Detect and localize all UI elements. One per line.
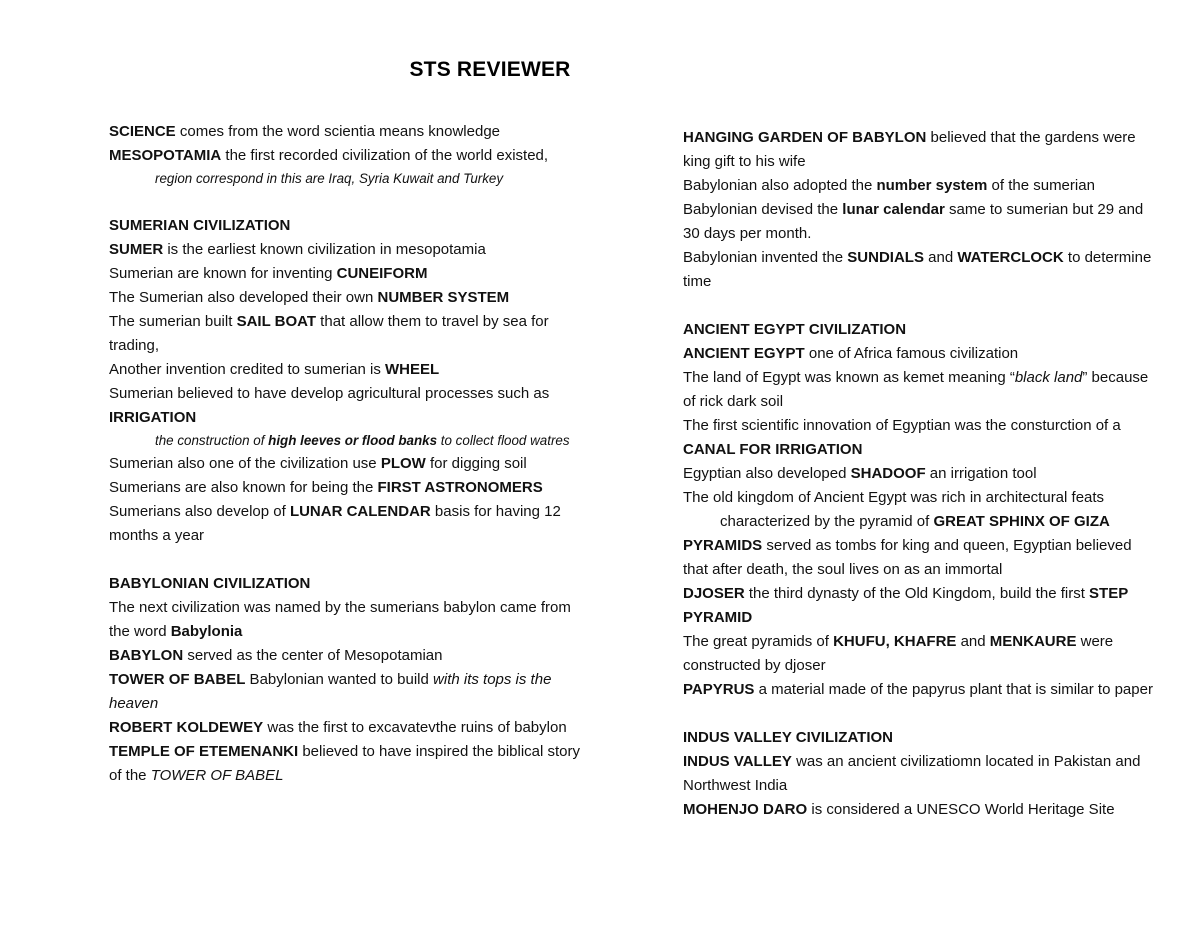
etemenanki-entry: TEMPLE OF ETEMENANKI believed to have inspired the biblical story of the TOWER OF BABEL [109,743,581,784]
left-column [109,120,584,788]
canal-entry: The first scientific innovation of Egyptian was the consturction of a CANAL FOR IRRIGATION [683,417,1121,458]
indus-valley-entry: INDUS VALLEY was an ancient civilizatiomn located in Pakistan and Northwest India [683,753,1141,794]
right-column [683,126,1155,822]
hanging-garden-entry: HANGING GARDEN OF BABYLON believed that the gardens were king gift to his wife [683,129,1136,170]
wheel-entry: Another invention credited to sumerian is WHEEL [109,361,440,378]
babylon-entry: BABYLON served as the center of Mesopotamian [109,647,443,664]
irrigation-entry: Sumerian believed to have develop agricultural processes such as IRRIGATION [109,385,550,426]
babylonia-entry: The next civilization was named by the sumerians babylon came from the word Babylonia [109,599,571,640]
old-kingdom-entry: The old kingdom of Ancient Egypt was rich in architectural feats [683,489,1105,506]
mesopotamia-entry: MESOPOTAMIA the first recorded civilization of the world existed, [109,147,549,164]
ancient-egypt-entry: ANCIENT EGYPT one of Africa famous civilization [683,345,1019,362]
number-system-entry: The Sumerian also developed their own NUMBER SYSTEM [109,289,510,306]
section-heading-babylonian: BABYLONIAN CIVILIZATION [109,575,311,592]
irrigation-note: the construction of high leeves or flood banks to collect flood watres [155,433,570,448]
great-pyramids-entry: The great pyramids of KHUFU, KHAFRE and MENKAURE were constructed by djoser [683,633,1114,674]
sundials-entry: Babylonian invented the SUNDIALS and WATERCLOCK to determine time [683,249,1152,290]
kemet-entry: The land of Egypt was known as kemet meaning “black land” because of rick dark soil [683,369,1149,410]
science-entry: SCIENCE comes from the word scientia means knowledge [109,123,501,140]
cuneiform-entry: Sumerian are known for inventing CUNEIFORM [109,265,428,282]
spacer [683,702,1155,726]
spacer [109,190,584,214]
pyramids-entry: PYRAMIDS served as tombs for king and queen, Egyptian believed that after death, the soul lives on as an immortal [683,537,1132,578]
lunar-calendar-entry: Sumerians also develop of LUNAR CALENDAR basis for having 12 months a year [109,503,561,544]
sphinx-entry: characterized by the pyramid of GREAT SPHINX OF GIZA [720,513,1110,530]
papyrus-entry: PAPYRUS a material made of the papyrus plant that is similar to paper [683,681,1153,698]
spacer [683,294,1155,318]
astronomers-entry: Sumerians are also known for being the FIRST ASTRONOMERS [109,479,543,496]
section-heading-egypt: ANCIENT EGYPT CIVILIZATION [683,321,907,338]
djoser-entry: DJOSER the third dynasty of the Old Kingdom, build the first STEP PYRAMID [683,585,1128,626]
sumer-entry: SUMER is the earliest known civilization in mesopotamia [109,241,486,258]
shadoof-entry: Egyptian also developed SHADOOF an irrigation tool [683,465,1037,482]
plow-entry: Sumerian also one of the civilization use PLOW for digging soil [109,455,527,472]
section-heading-indus: INDUS VALLEY CIVILIZATION [683,729,894,746]
tower-of-babel-entry: TOWER OF BABEL Babylonian wanted to build with its tops is the heaven [109,671,552,712]
mohenjo-daro-entry: MOHENJO DARO is considered a UNESCO World Heritage Site [683,801,1115,818]
lunar-calendar-babylon-entry: Babylonian devised the lunar calendar same to sumerian but 29 and 30 days per month. [683,201,1144,242]
mesopotamia-note: region correspond in this are Iraq, Syria Kuwait and Turkey [155,171,504,186]
section-heading-sumerian: SUMERIAN CIVILIZATION [109,217,291,234]
sail-boat-entry: The sumerian built SAIL BOAT that allow them to travel by sea for trading, [109,313,549,354]
koldewey-entry: ROBERT KOLDEWEY was the first to excavatevthe ruins of babylon [109,719,567,736]
page-title: STS REVIEWER [409,58,571,81]
spacer [109,548,584,572]
number-system-babylon-entry: Babylonian also adopted the number system of the sumerian [683,177,1095,194]
